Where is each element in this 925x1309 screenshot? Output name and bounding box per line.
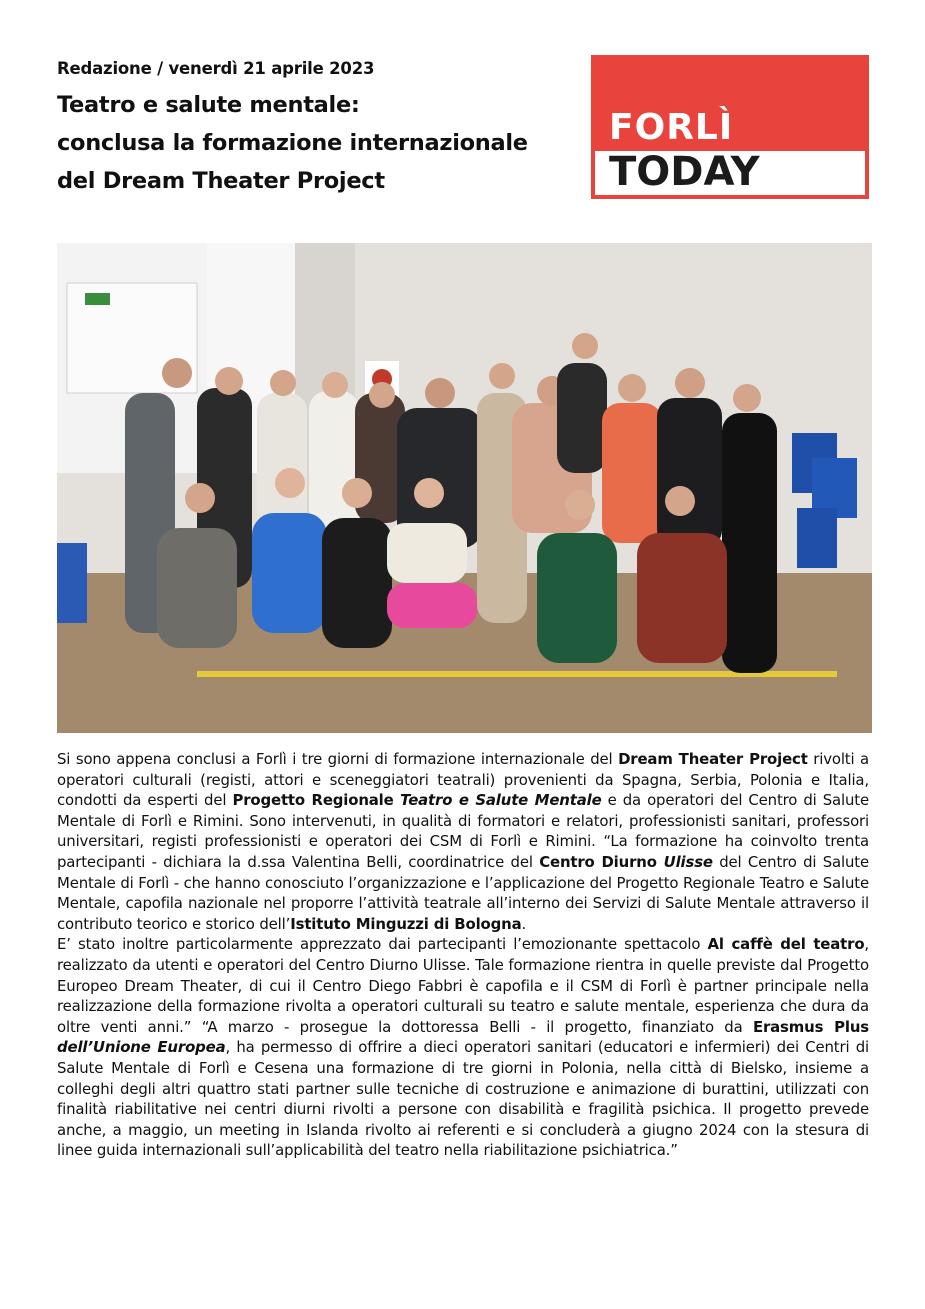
article-paragraph (57, 934, 869, 1161)
text-run: Istituto Minguzzi di Bologna (290, 914, 522, 933)
text-run: Centro Diurno (539, 852, 664, 871)
logo-text-today: TODAY (609, 149, 760, 195)
text-run: dell’Unione Europea (57, 1038, 226, 1057)
text-run: Al caffè del teatro (707, 935, 865, 954)
article-header (57, 58, 577, 200)
article-body (57, 749, 869, 1161)
text-run: E’ stato inoltre particolarmente apprezzato dai partecipanti l’emozionante spettacolo (57, 935, 708, 954)
text-run: Ulisse (663, 852, 713, 871)
text-run: rivolti a operatori culturali (registi, attori e sceneggiatori teatrali) provenienti da Spagna, Serbia, Polonia e Italia, condotti da esperti del (57, 750, 870, 810)
text-run: del Centro di Salute Mentale di Forlì - che hanno conosciuto l’organizzazione e l’applicazione del Progetto Regionale Teatro e Salute Mentale, capofila nazionale nel proporre l’attività teatrale all’interno dei Servizi di Salute Mentale attraverso il contributo teorico e storico dell’ (57, 852, 870, 933)
group-photo-illustration (57, 243, 872, 733)
title-line: del Dream Theater Project (57, 168, 385, 194)
text-run: Teatro e Salute Mentale (400, 791, 602, 810)
text-run: Progetto Regionale (232, 791, 401, 810)
text-run: , ha permesso di offrire a dieci operatori sanitari (educatori e infermieri) dei Centri di Salute Mentale di Forlì e Cesena una formazione di tre giorni in Polonia, nella città di Bielsko, insieme a colleghi degli altri quattro stati partner sulle tecniche di costruzione e animazione di burattini, utilizzati con finalità riabilitative nei centri diurni rivolti a persone con disabilità e fragilità psichica. Il progetto prevede anche, a maggio, un meeting in Islanda rivolto ai referenti e si concluderà a giugno 2024 con la stesura di linee guida internazionali sull’applicabilità del teatro nella riabilitazione psichiatrica.” (57, 1038, 869, 1160)
logo-text-forli: FORLÌ (609, 107, 734, 148)
text-run: , realizzato da utenti e operatori del Centro Diurno Ulisse. Tale formazione rientra in quelle previste dal Progetto Europeo Dream Theater, di cui il Centro Diego Fabbri è capofila e il CSM di Forlì è partner principale nella realizzazione della formazione rivolta a operatori culturali su teatro e salute mentale, esperienza che dura da oltre venti anni.” “A marzo - prosegue la dottoressa Belli - il progetto, finanziato da (57, 935, 869, 1036)
article-paragraph (57, 749, 869, 934)
logo-white-band (595, 151, 865, 195)
title-line: Teatro e salute mentale: (57, 92, 360, 118)
text-run: Dream Theater Project (618, 750, 808, 768)
people-group (125, 333, 777, 673)
title-line: conclusa la formazione internazionale (57, 130, 528, 156)
text-run: Erasmus Plus (752, 1017, 869, 1036)
text-run: Si sono appena conclusi a Forlì i tre giorni di formazione internazionale del (57, 750, 619, 768)
text-run: . (521, 914, 527, 933)
group-photo (57, 243, 872, 733)
byline: Redazione / venerdì 21 aprile 2023 (57, 59, 375, 78)
article-title (57, 86, 577, 200)
text-run: e da operatori del Centro di Salute Mentale di Forlì e Rimini. Sono intervenuti, in qualità di formatori e relatori, professionisti sanitari, professori universitari, registi professionisti e operatori dei CSM di Forlì e Rimini. “La formazione ha coinvolto trenta partecipanti - dichiara la d.ssa Valentina Belli, coordinatrice del (57, 791, 869, 871)
forli-today-logo (591, 55, 869, 199)
